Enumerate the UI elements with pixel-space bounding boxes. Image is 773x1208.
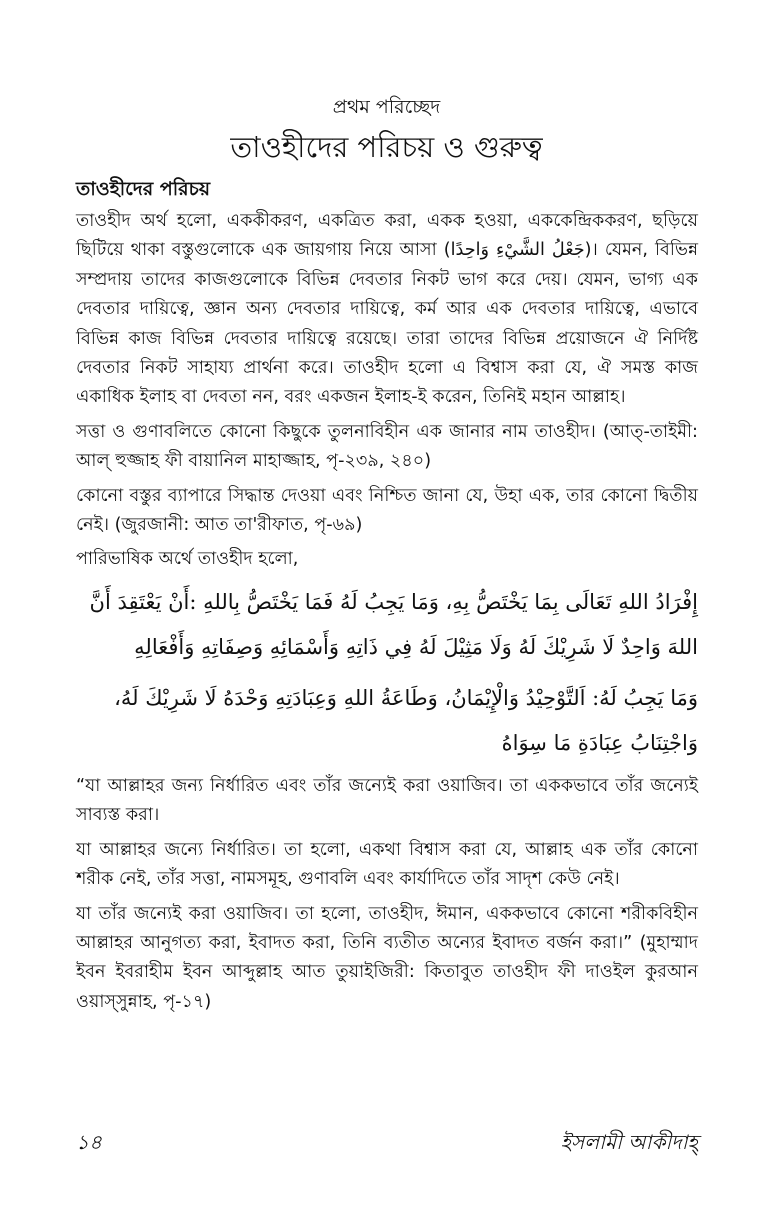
- body-text: [76, 174, 698, 1022]
- paragraph-translation-2: যা আল্লাহর জন্যে নির্ধারিত। তা হলো, একথা বিশ্বাস করা যে, আল্লাহ এক তাঁর কোনো শরীক নেই, তাঁর সত্তা, নামসমূহ, গুণাবলি এবং কার্যাদিতে তাঁর সাদৃশ কেউ নেই।: [76, 839, 698, 890]
- arabic-quote-2: وَمَا يَجِبُ لَهُ: اَلتَّوْحِيْدُ وَالْإِيْمَانُ، وَطَاعَةُ اللهِ وَعِبَادَتِهِ وَحْدَهُ لَا شَرِيْكَ لَهُ، وَاجْتِنَابُ عِبَادَةِ مَا سِوَاهُ: [114, 685, 698, 755]
- paragraph-definition-2: সত্তা ও গুণাবলিতে কোনো কিছুকে তুলনাবিহীন এক জানার নাম তাওহীদ। (আত্-তাইমী: আল্ হুজ্জাহ ফী বায়ানিল মাহাজ্জাহ, পৃ-২৩৯, ২৪০): [76, 421, 698, 472]
- paragraph-text: তাওহীদ অর্থ হলো, এককীকরণ, একত্রিত করা, একক হওয়া, এককেন্দ্রিককরণ, ছড়িয়ে ছিটিয়ে থাকা বস্তুগুলোকে এক জায়গায় নিয়ে আসা (: [76, 211, 698, 261]
- paragraph-definition-3: কোনো বস্তুর ব্যাপারে সিদ্ধান্ত দেওয়া এবং নিশ্চিত জানা যে, উহা এক, তার কোনো দ্বিতীয় নেই। (জুরজানী: আত তা'রীফাত, পৃ-৬৯): [76, 485, 698, 536]
- page-footer: [76, 1128, 698, 1160]
- chapter-label: প্রথম পরিচ্ছেদ: [332, 96, 441, 118]
- chapter-title: তাওহীদের পরিচয় ও গুরুত্ব: [230, 130, 543, 164]
- page-number: ১৪: [76, 1130, 102, 1154]
- paragraph-translation-1: “যা আল্লাহর জন্য নির্ধারিত এবং তাঁর জন্যেই করা ওয়াজিব। তা এককভাবে তাঁর জন্যেই সাব্যস্ত করা।: [76, 775, 698, 826]
- paragraph-definition: [76, 207, 698, 413]
- arabic-inline-phrase: جَعْلُ الشَّيْءِ وَاحِدًا: [450, 240, 585, 261]
- section-heading: তাওহীদের পরিচয়: [76, 178, 211, 200]
- arabic-quote-1: إِفْرَادُ اللهِ تَعَالَى بِمَا يَخْتَصُّ بِهِ، وَمَا يَجِبُ لَهُ فَمَا يَخْتَصُّ بِاللهِ :أَنْ يَعْتَقِدَ أَنَّ اللهَ وَاحِدٌ لَا شَرِيْكَ لَهُ وَلَا مَثِيْلَ لَهُ فِي ذَاتِهِ وَأَسْمَائِهِ وَصِفَاتِهِ وَأَفْعَالِهِ: [89, 589, 698, 659]
- paragraph-translation-3: যা তাঁর জন্যেই করা ওয়াজিব। তা হলো, তাওহীদ, ঈমান, এককভাবে কোনো শরীকবিহীন আল্লাহর আনুগত্য করা, ইবাদত করা, তিনি ব্যতীত অন্যের ইবাদত বর্জন করা।” (মুহাম্মাদ ইবন ইবরাহীম ইবন আব্দুল্লাহ আত তুয়াইজিরী: কিতাবুত তাওহীদ ফী দাওইল কুরআন ওয়াস্সুন্নাহ, পৃ-১৭): [76, 903, 698, 1012]
- running-title: ইসলামী আকীদাহ্: [560, 1130, 698, 1154]
- paragraph-technical-intro: পারিভাষিক অর্থে তাওহীদ হলো,: [76, 549, 299, 570]
- paragraph-text: )। যেমন, বিভিন্ন সম্প্রদায় তাদের কাজগুলোকে বিভিন্ন দেবতার নিকট ভাগ করে দেয়। যেমন, ভাগ্য এক দেবতার দায়িত্বে, জ্ঞান অন্য দেবতার দায়িত্বে, কর্ম আর এক দেবতার দায়িত্বে, এভাবে বিভিন্ন কাজ বিভিন্ন দেবতার দায়িত্বে রয়েছে। তারা তাদের বিভিন্ন প্রয়োজনে ঐ নির্দিষ্ট দেবতার নিকট সাহায্য প্রার্থনা করে। তাওহীদ হলো এ বিশ্বাস করা যে, ঐ সমস্ত কাজ একাধিক ইলাহ বা দেবতা নন, বরং একজন ইলাহ-ই করেন, তিনিই মহান আল্লাহ।: [76, 240, 699, 408]
